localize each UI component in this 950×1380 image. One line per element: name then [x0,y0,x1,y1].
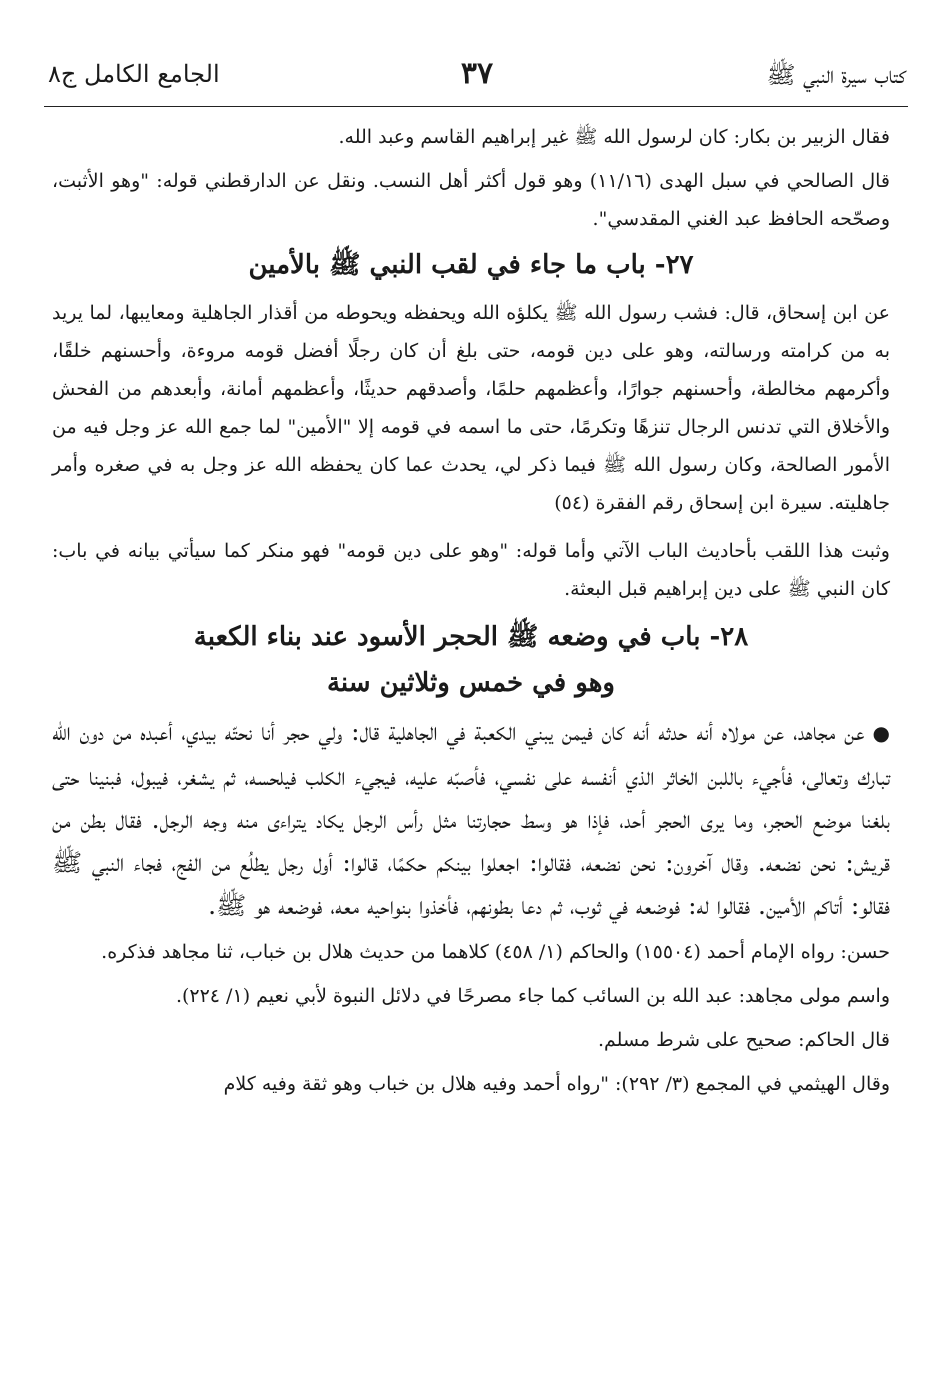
section-27-note: وثبت هذا اللقب بأحاديث الباب الآتي وأما قوله: "وهو على دين قومه" فهو منكر كما سيأتي بيانه في باب: كان النبي ﷺ على دين إبراهيم قبل البعثة. [52,540,890,600]
bullet-icon: ● [872,721,890,745]
section-28-title [52,614,890,706]
header-divider [44,106,908,107]
takhrij-line: وقال الهيثمي في المجمع (٣/ ٢٩٢): "رواه أحمد وفيه هلال بن خباب وهو ثقة وفيه كلام [223,1073,890,1095]
hadith-text [52,710,890,927]
section-27-title: ٢٧- باب ما جاء في لقب النبي ﷺ بالأمين [248,250,694,280]
series-title: الجامع الكامل ج٨ [48,60,220,88]
book-title: كتاب سيرة النبي ﷺ [766,61,906,89]
intro-paragraph-2: قال الصالحي في سبل الهدى (١١/١٦) وهو قول أكثر أهل النسب. ونقل عن الدارقطني قوله: "وهو الأثبت، وصحّحه الحافظ عبد الغني المقدسي". [52,170,890,230]
takhrij-line: واسم مولى مجاهد: عبد الله بن السائب كما جاء مصرحًا في دلائل النبوة لأبي نعيم (١/ ٢٢٤). [175,985,890,1007]
takhrij-line: حسن: رواه الإمام أحمد (١٥٥٠٤) والحاكم (١/ ٤٥٨) كلاهما من حديث هلال بن خباب، ثنا مجاهد فذكره. [101,941,890,963]
section-28-title-line-1: ٢٨- باب في وضعه ﷺ الحجر الأسود عند بناء الكعبة [193,622,749,652]
running-header [48,52,906,104]
page-number: ٣٧ [460,56,494,91]
takhrij-line: قال الحاكم: صحيح على شرط مسلم. [597,1029,890,1051]
section-28-title-line-2: وهو في خمس وثلاثين سنة [326,668,615,698]
hadith-body: عن مجاهد، عن مولاه أنه حدثه أنه كان فيمن يبني الكعبة في الجاهلية قال: ولي حجر أنا نحتّه بيدي، أعبده من دون الله تبارك وتعالى، فأجيء باللبن الخاثر الذي أنفسه على نفسي، فأصبّه عليه، فيجيء الكلب فيلحسه، ثم يشغر، فيبول، فبنينا حتى بلغنا موضع الحجر، وما يرى الحجر أحد، فإذا هو وسط حجارتنا مثل رأس الرجل يكاد يتراءى منه وجه الرجل. فقال بطن من قريش: نحن نضعه. وقال آخرون: نحن نضعه، فقالوا: اجعلوا بينكم حكمًا، قالوا: أول رجل يطلُع من الفج، فجاء النبي ﷺ فقالو: أتاكم الأمين. فقالوا له: فوضعه في ثوب، ثم دعا بطونهم، فأخذوا بنواحيه معه، فوضعه هو ﷺ. [52,717,890,920]
section-27-body: عن ابن إسحاق، قال: فشب رسول الله ﷺ يكلؤه الله ويحفظه ويحوطه من أقذار الجاهلية ومعايبها، لما يريد به من كرامته ورسالته، وهو على دين قومه، حتى بلغ أن كان رجلًا أفضل قومه مروءة، وأحسنهم خلقًا، وأكرمهم مخالطة، وأحسنهم جوارًا، وأعظمهم حلمًا، وأصدقهم حديثًا، وأعظمهم أمانة، وأبعدهم من الفحش والأخلاق التي تدنس الرجال تنزهًا وتكرمًا، حتى ما اسمه في قومه إلا "الأمين" لما جمع الله عز وجل فيه من الأمور الصالحة، وكان رسول الله ﷺ فيما ذكر لي، يحدث عما كان يحفظه الله عز وجل به في صغره وأمر جاهليته. سيرة ابن إسحاق رقم الفقرة (٥٤) [52,302,890,514]
page-body [52,118,890,1103]
intro-paragraph-1: فقال الزبير بن بكار: كان لرسول الله ﷺ غير إبراهيم القاسم وعبد الله. [338,126,890,148]
